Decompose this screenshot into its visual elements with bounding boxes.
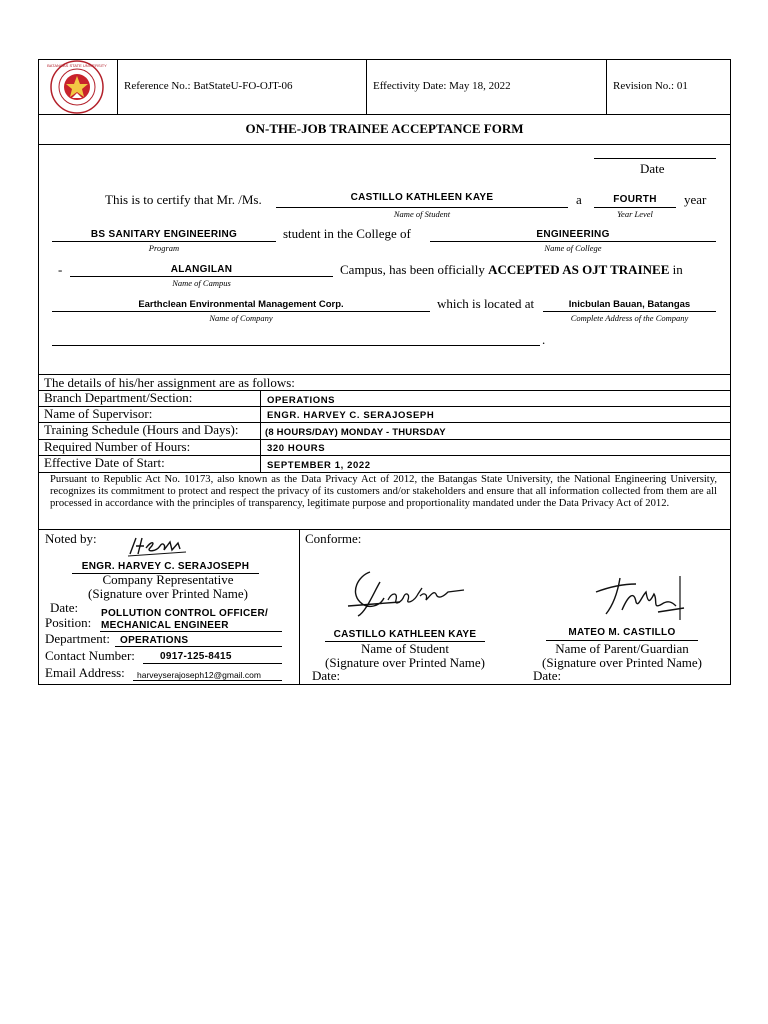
details-row: [38, 439, 731, 456]
address-caption: Complete Address of the Company: [570, 313, 689, 323]
form-title: ON-THE-JOB TRAINEE ACCEPTANCE FORM: [245, 121, 524, 136]
located-text: which is located at: [437, 296, 535, 311]
program-caption: Program: [148, 243, 180, 253]
supervisor-label: Name of Supervisor:: [44, 406, 153, 421]
year-level-caption: Year Level: [617, 209, 653, 219]
signature-divider: [299, 529, 300, 685]
conforme-student-sig-caption: (Signature over Printed Name): [325, 655, 485, 670]
department-label: Department:: [45, 631, 110, 646]
student-name-field: CASTILLO KATHLEEN KAYE: [350, 192, 494, 203]
campus-dash: -: [58, 262, 63, 277]
noted-date-label: Date:: [50, 600, 79, 615]
supervisor-sig-caption: (Signature over Printed Name): [88, 586, 248, 601]
position-line: [100, 631, 282, 632]
program-line: [52, 241, 276, 242]
start-date-value: SEPTEMBER 1, 2022: [267, 460, 371, 471]
campus-text: [340, 262, 683, 278]
student-name-line: [276, 207, 568, 208]
conforme-label: Conforme:: [305, 531, 362, 546]
conforme-parent-caption: Name of Parent/Guardian: [555, 641, 689, 656]
year-level-field: FOURTH: [613, 194, 657, 205]
position-line2: MECHANICAL ENGINEER: [101, 620, 229, 631]
start-date-label: Effective Date of Start:: [44, 455, 165, 470]
a-word: a: [576, 192, 582, 207]
schedule-label: Training Schedule (Hours and Days):: [44, 422, 239, 437]
contact-label: Contact Number:: [45, 648, 135, 663]
supervisor-signature: [126, 534, 196, 558]
parent-signature: [592, 572, 688, 624]
campus-line: [70, 276, 333, 277]
student-name-caption: Name of Student: [393, 209, 451, 219]
conforme-parent-sig-caption: (Signature over Printed Name): [542, 655, 702, 670]
address-field: Inicbulan Bauan, Batangas: [568, 299, 691, 310]
student-signature: [340, 566, 470, 620]
supervisor-name: ENGR. HARVEY C. SERAJOSEPH: [81, 561, 250, 572]
email-value: harveyserajoseph12@gmail.com: [137, 670, 261, 680]
details-intro: The details of his/her assignment are as follows:: [44, 375, 295, 390]
extra-line: [52, 345, 540, 346]
email-line: [133, 680, 282, 681]
year-word: year: [684, 192, 707, 207]
in-word: in: [672, 262, 683, 277]
campus-field: ALANGILAN: [170, 264, 233, 275]
privacy-notice: Pursuant to Republic Act No. 10173, also known as the Data Privacy Act of 2012, the Batangas State University, the National Engineering University, recognizes its commitment to protect and respect the privacy of its customers and/or stakeholders and ensure that all information collected from them are all processed in accordance with the principles of transparency, legitimate purpose and proportionality mandated under the Data Privacy Act of 2012.: [50, 474, 717, 510]
details-row: [38, 406, 731, 423]
details-table: [38, 390, 731, 472]
effectivity-date: Effectivity Date: May 18, 2022: [373, 80, 511, 92]
reference-number: Reference No.: BatStateU-FO-OJT-06: [124, 80, 293, 92]
company-line: [52, 311, 430, 312]
year-level-line: [594, 207, 676, 208]
conforme-student-date-label: Date:: [312, 668, 341, 683]
branch-label: Branch Department/Section:: [44, 390, 193, 405]
campus-text-label: Campus, has been officially: [340, 262, 485, 277]
date-line: [594, 158, 716, 159]
position-line1: POLLUTION CONTROL OFFICER/: [101, 608, 269, 619]
header-divider: [366, 59, 367, 115]
position-label: Position:: [45, 615, 92, 630]
details-row: [38, 455, 731, 473]
college-field: ENGINEERING: [536, 229, 610, 240]
university-logo: [42, 60, 112, 114]
branch-value: OPERATIONS: [267, 395, 336, 406]
conforme-student-caption: Name of Student: [360, 641, 450, 656]
revision-number: Revision No.: 01: [613, 80, 688, 92]
hours-label: Required Number of Hours:: [44, 439, 191, 454]
campus-caption: Name of Campus: [172, 278, 231, 288]
hours-value: 320 HOURS: [267, 443, 326, 454]
address-line: [543, 311, 716, 312]
program-field: BS SANITARY ENGINEERING: [90, 229, 238, 240]
email-label: Email Address:: [45, 665, 125, 680]
contact-line: [143, 663, 282, 664]
company-caption: Name of Company: [209, 313, 273, 323]
header-divider: [117, 59, 118, 115]
conforme-parent-name: MATEO M. CASTILLO: [568, 627, 676, 638]
supervisor-value: ENGR. HARVEY C. SERAJOSEPH: [267, 410, 435, 421]
details-row: [38, 390, 731, 407]
accepted-text: ACCEPTED AS OJT TRAINEE: [488, 262, 670, 277]
period-mark: .: [542, 332, 546, 347]
college-text: student in the College of: [283, 226, 411, 241]
svg-text:BATANGAS STATE UNIVERSITY: BATANGAS STATE UNIVERSITY: [47, 63, 107, 68]
schedule-value: (8 HOURS/DAY) MONDAY - THURSDAY: [265, 427, 446, 438]
privacy-bottom-line: [38, 529, 731, 530]
date-label: Date: [640, 161, 665, 176]
department-value: OPERATIONS: [120, 635, 189, 646]
college-line: [430, 241, 716, 242]
title-divider: [38, 144, 731, 145]
company-rep-label: Company Representative: [102, 572, 234, 587]
details-row: [38, 422, 731, 440]
college-caption: Name of College: [544, 243, 602, 253]
conforme-parent-date-label: Date:: [533, 668, 562, 683]
header-divider: [606, 59, 607, 115]
company-field: Earthclean Environmental Management Corp.: [138, 299, 344, 310]
conforme-student-name: CASTILLO KATHLEEN KAYE: [333, 629, 477, 640]
certify-intro: This is to certify that Mr. /Ms.: [105, 192, 262, 207]
noted-by-label: Noted by:: [45, 531, 97, 546]
contact-value: 0917-125-8415: [160, 651, 232, 662]
department-line: [115, 646, 282, 647]
